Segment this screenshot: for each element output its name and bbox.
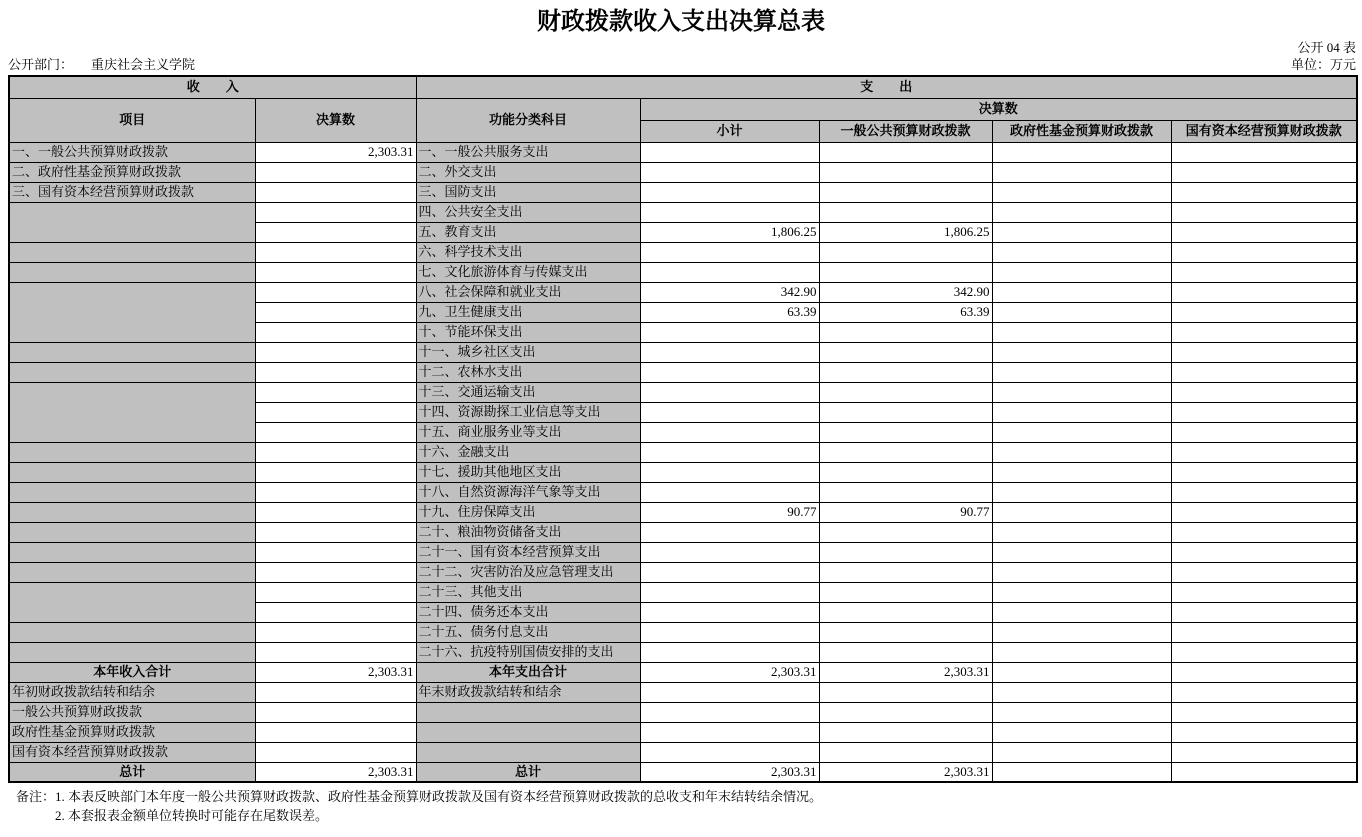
income-amount-cell	[255, 202, 416, 222]
footer-expense-statecap-cell	[1171, 682, 1357, 702]
expense-subtotal-cell	[640, 482, 819, 502]
expense-govfund-cell	[992, 422, 1171, 442]
expense-general-cell	[819, 522, 992, 542]
expense-func-cell: 十八、自然资源海洋气象等支出	[416, 482, 640, 502]
expense-subtotal-cell	[640, 202, 819, 222]
table-footer-row	[9, 742, 1357, 762]
table-body-row	[9, 502, 1357, 522]
income-item-cell: 三、国有资本经营预算财政拨款	[9, 182, 255, 202]
expense-subtotal-cell	[640, 402, 819, 422]
income-item-cell	[9, 282, 255, 342]
final-accounts-table	[8, 75, 1358, 783]
expense-general-cell: 63.39	[819, 302, 992, 322]
table-body-row	[9, 362, 1357, 382]
department-line	[8, 57, 195, 72]
col-header-final-amount-group: 决算数	[640, 98, 1357, 120]
expense-general-cell	[819, 322, 992, 342]
expense-subtotal-cell: 63.39	[640, 302, 819, 322]
expense-subtotal-cell	[640, 182, 819, 202]
expense-govfund-cell	[992, 182, 1171, 202]
footer-expense-label-cell: 总计	[416, 762, 640, 782]
expense-func-cell: 十、节能环保支出	[416, 322, 640, 342]
income-item-cell	[9, 442, 255, 462]
expense-govfund-cell	[992, 462, 1171, 482]
meta-row	[8, 57, 1356, 72]
col-header-functional-subject: 功能分类科目	[416, 98, 640, 142]
col-header-item: 项目	[9, 98, 255, 142]
expense-govfund-cell	[992, 642, 1171, 662]
expense-statecap-cell	[1171, 462, 1357, 482]
expense-govfund-cell	[992, 362, 1171, 382]
expense-func-cell: 十二、农林水支出	[416, 362, 640, 382]
expense-statecap-cell	[1171, 602, 1357, 622]
income-item-cell	[9, 522, 255, 542]
table-body-row	[9, 182, 1357, 202]
income-amount-cell	[255, 242, 416, 262]
table-body-row	[9, 162, 1357, 182]
table-body-row	[9, 202, 1357, 222]
footer-expense-subtotal-cell	[640, 742, 819, 762]
expense-subtotal-cell	[640, 342, 819, 362]
expense-func-cell: 十一、城乡社区支出	[416, 342, 640, 362]
footer-expense-subtotal-cell	[640, 722, 819, 742]
footer-income-label-cell: 国有资本经营预算财政拨款	[9, 742, 255, 762]
table-footer-row	[9, 682, 1357, 702]
expense-statecap-cell	[1171, 142, 1357, 162]
income-item-cell	[9, 542, 255, 562]
expense-statecap-cell	[1171, 162, 1357, 182]
expense-general-cell: 1,806.25	[819, 222, 992, 242]
expense-subtotal-cell	[640, 262, 819, 282]
table-body-row	[9, 522, 1357, 542]
expense-general-cell	[819, 482, 992, 502]
col-header-state-capital-budget: 国有资本经营预算财政拨款	[1171, 120, 1357, 142]
expense-general-cell	[819, 602, 992, 622]
department-name: 重庆社会主义学院	[91, 57, 196, 72]
expense-section-header: 支 出	[416, 76, 1357, 98]
income-amount-cell	[255, 162, 416, 182]
expense-govfund-cell	[992, 442, 1171, 462]
expense-general-cell	[819, 202, 992, 222]
footer-expense-general-cell	[819, 722, 992, 742]
income-item-cell	[9, 462, 255, 482]
footer-expense-statecap-cell	[1171, 762, 1357, 782]
expense-general-cell	[819, 182, 992, 202]
table-footer-row	[9, 662, 1357, 682]
table-body-row	[9, 382, 1357, 402]
sheet-number-label: 公开 04 表	[1297, 40, 1356, 55]
income-amount-cell	[255, 622, 416, 642]
income-item-cell	[9, 502, 255, 522]
income-amount-cell	[255, 362, 416, 382]
footer-income-label-cell: 本年收入合计	[9, 662, 255, 682]
expense-statecap-cell	[1171, 362, 1357, 382]
expense-func-cell: 十三、交通运输支出	[416, 382, 640, 402]
expense-general-cell	[819, 562, 992, 582]
income-amount-cell	[255, 582, 416, 602]
footer-expense-statecap-cell	[1171, 662, 1357, 682]
expense-general-cell	[819, 162, 992, 182]
footer-income-amount-cell	[255, 702, 416, 722]
income-item-cell: 二、政府性基金预算财政拨款	[9, 162, 255, 182]
expense-statecap-cell	[1171, 502, 1357, 522]
expense-subtotal-cell	[640, 142, 819, 162]
expense-general-cell: 90.77	[819, 502, 992, 522]
footer-income-label-cell: 年初财政拨款结转和结余	[9, 682, 255, 702]
footer-expense-general-cell: 2,303.31	[819, 762, 992, 782]
expense-general-cell	[819, 342, 992, 362]
income-amount-cell	[255, 482, 416, 502]
expense-func-cell: 十七、援助其他地区支出	[416, 462, 640, 482]
expense-subtotal-cell	[640, 642, 819, 662]
footer-income-label-cell: 总计	[9, 762, 255, 782]
expense-govfund-cell	[992, 222, 1171, 242]
table-body-row	[9, 462, 1357, 482]
footer-expense-label-cell: 本年支出合计	[416, 662, 640, 682]
income-amount-cell	[255, 382, 416, 402]
income-amount-cell	[255, 542, 416, 562]
income-item-cell	[9, 202, 255, 242]
expense-govfund-cell	[992, 562, 1171, 582]
expense-statecap-cell	[1171, 422, 1357, 442]
expense-func-cell: 十九、住房保障支出	[416, 502, 640, 522]
income-item-cell	[9, 382, 255, 442]
expense-func-cell: 二十六、抗疫特别国债安排的支出	[416, 642, 640, 662]
expense-statecap-cell	[1171, 262, 1357, 282]
table-footer-row	[9, 702, 1357, 722]
footer-expense-general-cell	[819, 742, 992, 762]
expense-subtotal-cell	[640, 622, 819, 642]
footer-income-label-cell: 政府性基金预算财政拨款	[9, 722, 255, 742]
footer-expense-label-cell	[416, 742, 640, 762]
expense-subtotal-cell	[640, 522, 819, 542]
expense-general-cell	[819, 582, 992, 602]
expense-subtotal-cell	[640, 542, 819, 562]
expense-statecap-cell	[1171, 442, 1357, 462]
table-footer-row	[9, 762, 1357, 782]
expense-subtotal-cell	[640, 462, 819, 482]
section-header-row	[9, 76, 1357, 98]
table-body-row	[9, 622, 1357, 642]
table-body-row	[9, 642, 1357, 662]
expense-statecap-cell	[1171, 562, 1357, 582]
footer-expense-label-cell: 年末财政拨款结转和结余	[416, 682, 640, 702]
expense-statecap-cell	[1171, 582, 1357, 602]
expense-govfund-cell	[992, 162, 1171, 182]
income-amount-cell: 2,303.31	[255, 142, 416, 162]
footer-expense-govfund-cell	[992, 682, 1171, 702]
income-item-cell	[9, 582, 255, 622]
expense-statecap-cell	[1171, 282, 1357, 302]
income-amount-cell	[255, 402, 416, 422]
expense-statecap-cell	[1171, 322, 1357, 342]
table-body-row	[9, 542, 1357, 562]
expense-govfund-cell	[992, 302, 1171, 322]
expense-general-cell	[819, 362, 992, 382]
footer-income-amount-cell	[255, 722, 416, 742]
footer-expense-label-cell	[416, 722, 640, 742]
expense-subtotal-cell: 342.90	[640, 282, 819, 302]
table-body-row	[9, 442, 1357, 462]
table-footer-row	[9, 722, 1357, 742]
expense-govfund-cell	[992, 402, 1171, 422]
expense-statecap-cell	[1171, 182, 1357, 202]
table-body-row	[9, 582, 1357, 602]
footer-expense-statecap-cell	[1171, 742, 1357, 762]
expense-govfund-cell	[992, 602, 1171, 622]
income-amount-cell	[255, 642, 416, 662]
expense-general-cell	[819, 542, 992, 562]
expense-general-cell	[819, 402, 992, 422]
expense-func-cell: 十四、资源勘探工业信息等支出	[416, 402, 640, 422]
expense-func-cell: 七、文化旅游体育与传媒支出	[416, 262, 640, 282]
expense-govfund-cell	[992, 202, 1171, 222]
expense-func-cell: 二十四、债务还本支出	[416, 602, 640, 622]
income-item-cell	[9, 642, 255, 662]
expense-func-cell: 二十五、债务付息支出	[416, 622, 640, 642]
notes-block	[16, 789, 1356, 824]
income-amount-cell	[255, 322, 416, 342]
expense-govfund-cell	[992, 322, 1171, 342]
page-title: 财政拨款收入支出决算总表	[537, 8, 825, 35]
income-item-cell	[9, 562, 255, 582]
income-item-cell	[9, 622, 255, 642]
income-amount-cell	[255, 262, 416, 282]
expense-subtotal-cell: 1,806.25	[640, 222, 819, 242]
income-amount-cell	[255, 502, 416, 522]
expense-general-cell	[819, 382, 992, 402]
expense-govfund-cell	[992, 282, 1171, 302]
expense-govfund-cell	[992, 502, 1171, 522]
expense-func-cell: 二、外交支出	[416, 162, 640, 182]
footer-income-label-cell: 一般公共预算财政拨款	[9, 702, 255, 722]
expense-govfund-cell	[992, 262, 1171, 282]
footer-expense-label-cell	[416, 702, 640, 722]
expense-govfund-cell	[992, 542, 1171, 562]
income-item-cell: 一、一般公共预算财政拨款	[9, 142, 255, 162]
table-body-row	[9, 482, 1357, 502]
expense-func-cell: 八、社会保障和就业支出	[416, 282, 640, 302]
unit-label: 单位：万元	[1290, 57, 1356, 72]
expense-general-cell	[819, 242, 992, 262]
income-amount-cell	[255, 602, 416, 622]
expense-general-cell	[819, 642, 992, 662]
expense-govfund-cell	[992, 482, 1171, 502]
expense-general-cell	[819, 462, 992, 482]
income-amount-cell	[255, 342, 416, 362]
table-body-row	[9, 562, 1357, 582]
expense-govfund-cell	[992, 242, 1171, 262]
expense-statecap-cell	[1171, 522, 1357, 542]
footer-expense-subtotal-cell	[640, 702, 819, 722]
footer-expense-subtotal-cell: 2,303.31	[640, 762, 819, 782]
footer-expense-general-cell	[819, 702, 992, 722]
expense-func-cell: 六、科学技术支出	[416, 242, 640, 262]
income-amount-cell	[255, 422, 416, 442]
expense-statecap-cell	[1171, 342, 1357, 362]
income-amount-cell	[255, 302, 416, 322]
income-amount-cell	[255, 282, 416, 302]
table-body-row	[9, 142, 1357, 162]
expense-subtotal-cell	[640, 582, 819, 602]
expense-govfund-cell	[992, 142, 1171, 162]
expense-subtotal-cell: 90.77	[640, 502, 819, 522]
footer-expense-statecap-cell	[1171, 722, 1357, 742]
footer-expense-govfund-cell	[992, 662, 1171, 682]
expense-general-cell: 342.90	[819, 282, 992, 302]
expense-subtotal-cell	[640, 562, 819, 582]
expense-general-cell	[819, 262, 992, 282]
expense-func-cell: 二十一、国有资本经营预算支出	[416, 542, 640, 562]
expense-statecap-cell	[1171, 382, 1357, 402]
footer-expense-govfund-cell	[992, 762, 1171, 782]
expense-subtotal-cell	[640, 442, 819, 462]
footer-income-amount-cell	[255, 742, 416, 762]
income-amount-cell	[255, 182, 416, 202]
income-amount-cell	[255, 462, 416, 482]
footer-expense-general-cell: 2,303.31	[819, 662, 992, 682]
income-amount-cell	[255, 522, 416, 542]
footer-expense-govfund-cell	[992, 742, 1171, 762]
sheet-container	[8, 40, 1356, 824]
table-body-row	[9, 262, 1357, 282]
expense-statecap-cell	[1171, 222, 1357, 242]
income-item-cell	[9, 362, 255, 382]
expense-func-cell: 十五、商业服务业等支出	[416, 422, 640, 442]
footer-income-amount-cell	[255, 682, 416, 702]
income-item-cell	[9, 262, 255, 282]
expense-statecap-cell	[1171, 642, 1357, 662]
footer-income-amount-cell: 2,303.31	[255, 662, 416, 682]
expense-general-cell	[819, 622, 992, 642]
income-item-cell	[9, 242, 255, 262]
footer-expense-statecap-cell	[1171, 702, 1357, 722]
income-section-header: 收 入	[9, 76, 416, 98]
footer-expense-subtotal-cell	[640, 682, 819, 702]
income-amount-cell	[255, 442, 416, 462]
expense-general-cell	[819, 442, 992, 462]
expense-subtotal-cell	[640, 162, 819, 182]
note-line-2: 2. 本套报表金额单位转换时可能存在尾数误差。	[55, 808, 329, 823]
column-header-row-1	[9, 98, 1357, 120]
table-body-row	[9, 242, 1357, 262]
expense-statecap-cell	[1171, 242, 1357, 262]
income-amount-cell	[255, 562, 416, 582]
expense-subtotal-cell	[640, 382, 819, 402]
expense-func-cell: 二十、粮油物资储备支出	[416, 522, 640, 542]
expense-statecap-cell	[1171, 542, 1357, 562]
footer-expense-subtotal-cell: 2,303.31	[640, 662, 819, 682]
expense-func-cell: 五、教育支出	[416, 222, 640, 242]
expense-subtotal-cell	[640, 422, 819, 442]
income-item-cell	[9, 342, 255, 362]
col-header-government-fund-budget: 政府性基金预算财政拨款	[992, 120, 1171, 142]
expense-func-cell: 十六、金融支出	[416, 442, 640, 462]
expense-subtotal-cell	[640, 362, 819, 382]
expense-statecap-cell	[1171, 202, 1357, 222]
expense-statecap-cell	[1171, 302, 1357, 322]
col-header-general-public-budget: 一般公共预算财政拨款	[819, 120, 992, 142]
expense-statecap-cell	[1171, 402, 1357, 422]
expense-func-cell: 四、公共安全支出	[416, 202, 640, 222]
department-label: 公开部门：	[8, 57, 74, 72]
expense-govfund-cell	[992, 382, 1171, 402]
expense-func-cell: 二十二、灾害防治及应急管理支出	[416, 562, 640, 582]
expense-govfund-cell	[992, 622, 1171, 642]
footer-income-amount-cell: 2,303.31	[255, 762, 416, 782]
note-line-1: 备注：1. 本表反映部门本年度一般公共预算财政拨款、政府性基金预算财政拨款及国有资本经营预算财政拨款的总收支和年末结转结余情况。	[16, 789, 823, 804]
expense-statecap-cell	[1171, 622, 1357, 642]
expense-govfund-cell	[992, 582, 1171, 602]
expense-func-cell: 三、国防支出	[416, 182, 640, 202]
expense-func-cell: 一、一般公共服务支出	[416, 142, 640, 162]
expense-govfund-cell	[992, 522, 1171, 542]
expense-subtotal-cell	[640, 322, 819, 342]
expense-general-cell	[819, 142, 992, 162]
expense-func-cell: 二十三、其他支出	[416, 582, 640, 602]
income-amount-cell	[255, 222, 416, 242]
col-header-subtotal: 小计	[640, 120, 819, 142]
table-body-row	[9, 342, 1357, 362]
expense-subtotal-cell	[640, 242, 819, 262]
expense-statecap-cell	[1171, 482, 1357, 502]
table-body-row	[9, 282, 1357, 302]
expense-func-cell: 九、卫生健康支出	[416, 302, 640, 322]
footer-expense-govfund-cell	[992, 702, 1171, 722]
footer-expense-general-cell	[819, 682, 992, 702]
income-item-cell	[9, 482, 255, 502]
expense-general-cell	[819, 422, 992, 442]
expense-govfund-cell	[992, 342, 1171, 362]
col-header-final-amount: 决算数	[255, 98, 416, 142]
footer-expense-govfund-cell	[992, 722, 1171, 742]
expense-subtotal-cell	[640, 602, 819, 622]
